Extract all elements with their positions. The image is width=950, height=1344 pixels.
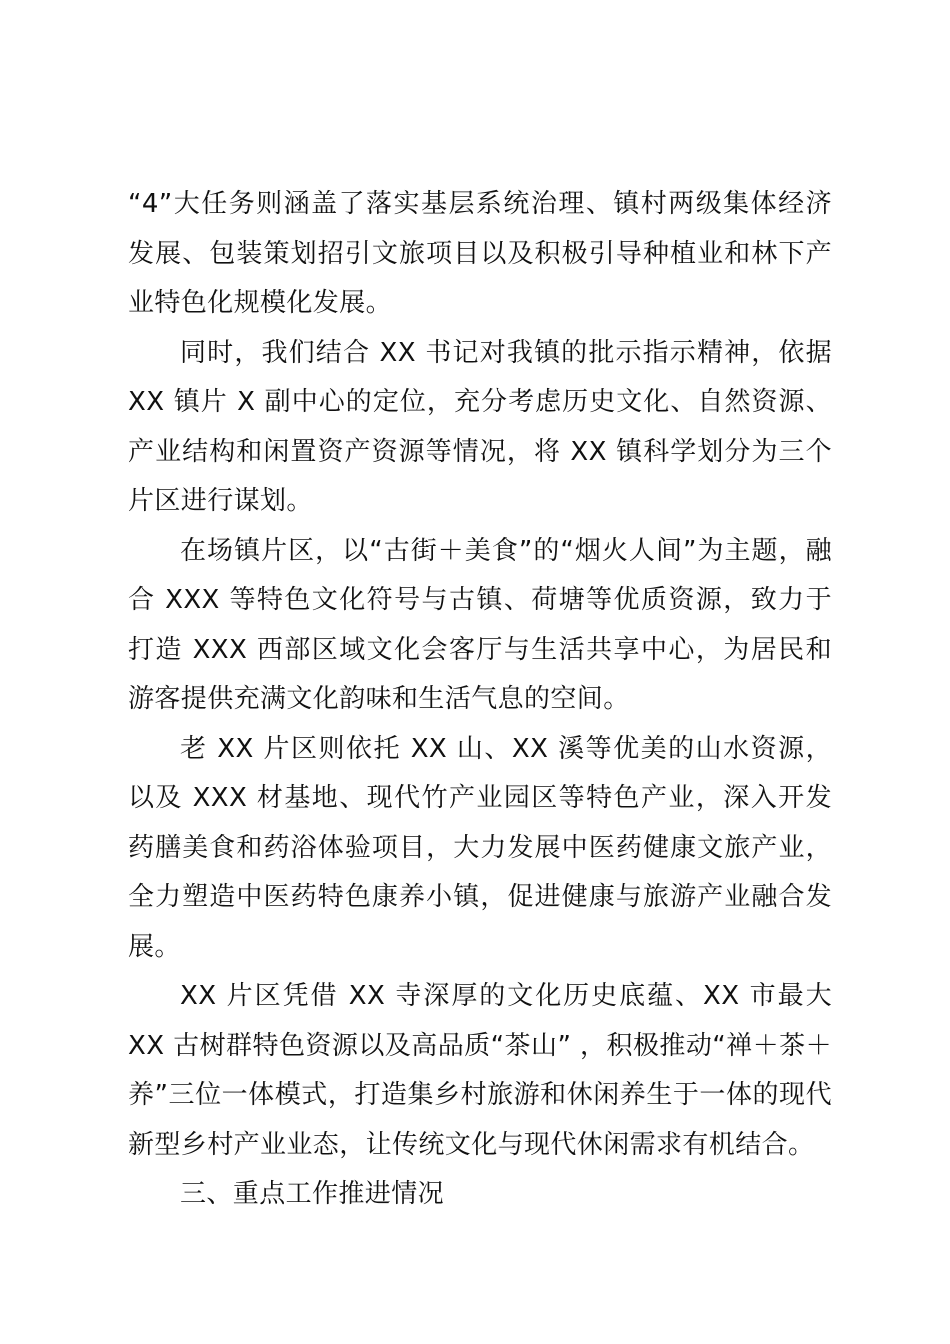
document-body	[128, 180, 832, 1220]
paragraph-overview: 同时，我们结合 XX 书记对我镇的批示指示精神，依据 XX 镇片 X 副中心的定位，充分考虑历史文化、自然资源、产业结构和闲置资产资源等情况，将 XX 镇科学划分为三个片区进行谋划。	[128, 337, 832, 516]
paragraph-continuation: “4”大任务则涵盖了落实基层系统治理、镇村两级集体经济发展、包装策划招引文旅项目以及积极引导种植业和林下产业特色化规模化发展。	[128, 189, 832, 318]
paragraph-old-area: 老 XX 片区则依托 XX 山、XX 溪等优美的山水资源，以及 XXX 材基地、现代竹产业园区等特色产业，深入开发药膳美食和药浴体验项目，大力发展中医药健康文旅产业，全力塑造中医药特色康养小镇，促进健康与旅游产业融合发展。	[128, 733, 832, 962]
paragraph-town-area: 在场镇片区，以“古街＋美食”的“烟火人间”为主题，融合 XXX 等特色文化符号与古镇、荷塘等优质资源，致力于打造 XXX 西部区域文化会客厅与生活共享中心，为居民和游客提供充满文化韵味和生活气息的空间。	[128, 535, 832, 714]
section-heading: 三、重点工作推进情况	[180, 1179, 445, 1209]
paragraph-temple-area: XX 片区凭借 XX 寺深厚的文化历史底蕴、XX 市最大 XX 古树群特色资源以及高品质“茶山” ，积极推动“禅＋茶＋养”三位一体模式，打造集乡村旅游和休闲养生于一体的现代新型乡村产业业态，让传统文化与现代休闲需求有机结合。	[128, 981, 832, 1160]
